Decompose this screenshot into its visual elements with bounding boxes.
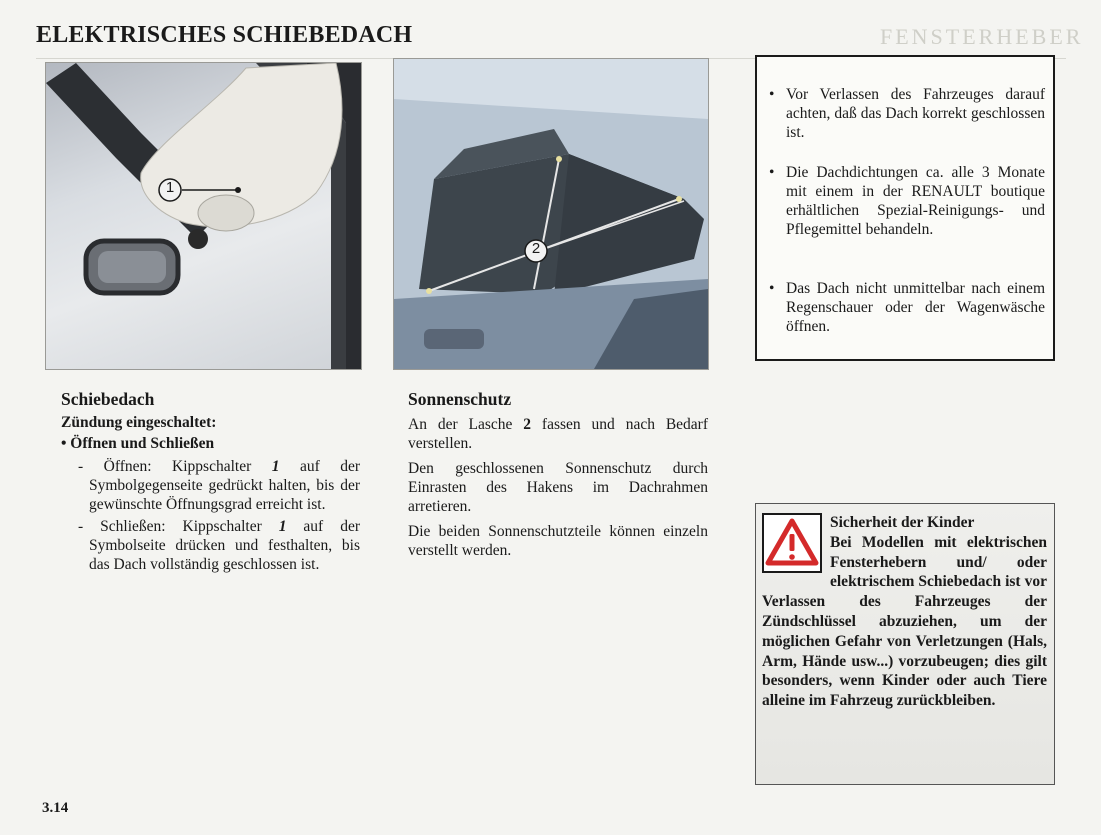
note-item: • Vor Verlassen des Fahrzeuges darauf achten, daß das Dach korrekt geschlossen ist. [769, 86, 1045, 141]
warning-body: Bei Modellen mit elektrischen Fensterhebern und/ oder elektrischem Schiebedach ist vor Verlassen des Fahrzeuges der Zündschlüssel abzuziehen, um der möglichen Gefahr von Verletzungen (Hals, Arm, Hände usw...) vorzubeugen; dies gilt besonders, wenn Kinder oder auch Tiere alleine im Fahrzeug zurückbleiben. [762, 533, 1047, 710]
page-number: 3.14 [42, 800, 69, 816]
page-title: ELEKTRISCHES SCHIEBEDACH [36, 22, 413, 48]
sunroof-heading: Schiebedach [61, 389, 155, 409]
warning-triangle-icon [762, 513, 822, 573]
sunshade-heading: Sonnenschutz [408, 389, 512, 409]
sunshade-section [408, 390, 708, 560]
sunroof-section [61, 390, 360, 574]
callout-2: 2 [531, 240, 541, 257]
sunshade-para-2: Den geschlossenen Sonnenschutz durch Einrasten des Hakens im Dachrahmen arretieren. [408, 460, 708, 515]
open-close-subheading: • Öffnen und Schließen [61, 435, 215, 452]
note-item: • Die Dachdichtungen ca. alle 3 Monate mit einem in der RENAULT boutique erhältlichen Spezial-Reinigungs- und Pflegemittel behandeln. [769, 164, 1045, 238]
sunshade-para-1: An der Lasche 2 fassen und nach Bedarf verstellen. [408, 416, 709, 452]
roof-switch-photo [45, 62, 362, 370]
close-instruction: - Schließen: Kippschalter 1 auf der Symbolseite drücken und festhalten, bis das Dach vollständig geschlossen ist. [78, 518, 360, 573]
sunshade-para-3: Die beiden Sonnenschutzteile können einzeln verstellt werden. [408, 523, 708, 559]
note-item: • Das Dach nicht unmittelbar nach einem Regenschauer oder der Wagenwäsche öffnen. [769, 280, 1045, 335]
callout-1: 1 [165, 179, 175, 196]
sunshade-photo [393, 58, 709, 370]
ignition-label: Zündung eingeschaltet: [61, 414, 217, 431]
child-safety-warning [755, 503, 1055, 785]
warning-title: Sicherheit der Kinder [830, 514, 975, 531]
ghost-title: FENSTERHEBER [880, 24, 1084, 49]
open-instruction: - Öffnen: Kippschalter 1 auf der Symbolgegenseite gedrückt halten, bis der gewünschte Öffnungsgrad erreicht ist. [78, 458, 361, 513]
care-notes-box [755, 55, 1055, 361]
